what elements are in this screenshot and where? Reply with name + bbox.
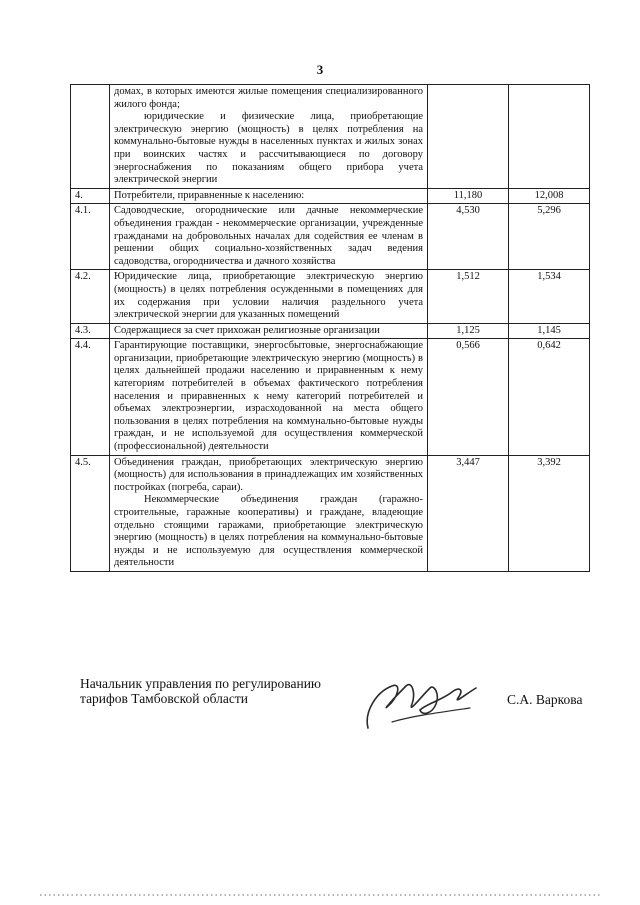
description-paragraph: Объединения граждан, приобретающих электрическую энергию (мощность) для использования в принадлежащих им хозяйственных постройках (погреба, сараи). <box>114 456 423 493</box>
tariff-value-1: 3,447 <box>428 455 509 571</box>
description-paragraph: домах, в которых имеются жилые помещения специализированного жилого фонда; <box>114 86 423 110</box>
row-number: 4.1. <box>71 204 110 270</box>
tariff-table <box>70 84 590 572</box>
table-row <box>71 188 590 204</box>
tariff-value-2 <box>509 85 590 189</box>
row-number: 4.3. <box>71 323 110 339</box>
row-number: 4.4. <box>71 339 110 455</box>
handwritten-signature <box>362 664 480 734</box>
page-number: 3 <box>316 62 324 77</box>
signer-name: С.А. Варкова <box>507 692 583 707</box>
tariff-value-1: 11,180 <box>428 188 509 204</box>
tariff-value-1: 4,530 <box>428 204 509 270</box>
tariff-value-2: 5,296 <box>509 204 590 270</box>
table-row <box>71 270 590 323</box>
scan-artifact-dots <box>40 893 600 897</box>
tariff-value-1: 1,125 <box>428 323 509 339</box>
table-row <box>71 339 590 455</box>
row-description <box>110 323 428 339</box>
row-number: 4.5. <box>71 455 110 571</box>
tariff-value-2: 12,008 <box>509 188 590 204</box>
row-number <box>71 85 110 189</box>
row-description <box>110 455 428 571</box>
tariff-value-2: 0,642 <box>509 339 590 455</box>
tariff-value-1 <box>428 85 509 189</box>
position-line-2: тарифов Тамбовской области <box>80 691 248 706</box>
description-paragraph: Садоводческие, огороднические или дачные некоммерческие объединения граждан - некоммерческие организации, учрежденные гражданами на добровольных началах для содействия ее членам в решении общих социально-хозяйственных задач ведения садоводства, огородничества и дачного хозяйства <box>114 205 423 267</box>
table-row <box>71 323 590 339</box>
row-number: 4. <box>71 188 110 204</box>
tariff-value-1: 0,566 <box>428 339 509 455</box>
row-description <box>110 85 428 189</box>
table-row <box>71 85 590 189</box>
tariff-value-2: 1,534 <box>509 270 590 323</box>
row-description <box>110 339 428 455</box>
description-paragraph: Потребители, приравненные к населению: <box>114 189 305 201</box>
description-paragraph: Некоммерческие объединения граждан (гаражно-строительные, гаражные кооперативы) и граждане, владеющие отдельно стоящими гаражами, приобретающие электрическую энергию (мощность) в целях потребления на коммунально-бытовые нужды и не используемую для осуществления коммерческой деятельности <box>114 494 423 569</box>
description-paragraph: Гарантирующие поставщики, энергосбытовые, энергоснабжающие организации, приобретающие электрическую энергию (мощность) в целях дальнейшей продажи населению и приравненным к нему категориям потребителей в объемах фактического потребления населения и приравненных к нему категорий потребителей и объемах электроэнергии, израсходованной на места общего пользования в целях потребления на коммунально-бытовые нужды граждан, и не используемой для осуществления коммерческой (профессиональной) деятельности <box>114 340 423 453</box>
table-row <box>71 455 590 571</box>
row-number: 4.2. <box>71 270 110 323</box>
row-description <box>110 188 428 204</box>
position-line-1: Начальник управления по регулированию <box>80 676 322 691</box>
tariff-value-2: 1,145 <box>509 323 590 339</box>
description-paragraph: юридические и физические лица, приобретающие электрическую энергию (мощность) в целях потребления на коммунально-бытовые нужды в населенных пунктах и жилых зонах при воинских частях и рассчитывающиеся по договору энергоснабжения по показаниям общего прибора учета электрической энергии <box>114 111 423 186</box>
description-paragraph: Содержащиеся за счет прихожан религиозные организации <box>114 324 380 336</box>
description-paragraph: Юридические лица, приобретающие электрическую энергию (мощность) в целях потребления осужденными в помещениях для их содержания при условии наличия раздельного учета электрической энергии для указанных помещений <box>114 271 423 321</box>
signatory-position <box>80 676 321 706</box>
tariff-value-2: 3,392 <box>509 455 590 571</box>
table-row <box>71 204 590 270</box>
row-description <box>110 204 428 270</box>
tariff-value-1: 1,512 <box>428 270 509 323</box>
row-description <box>110 270 428 323</box>
